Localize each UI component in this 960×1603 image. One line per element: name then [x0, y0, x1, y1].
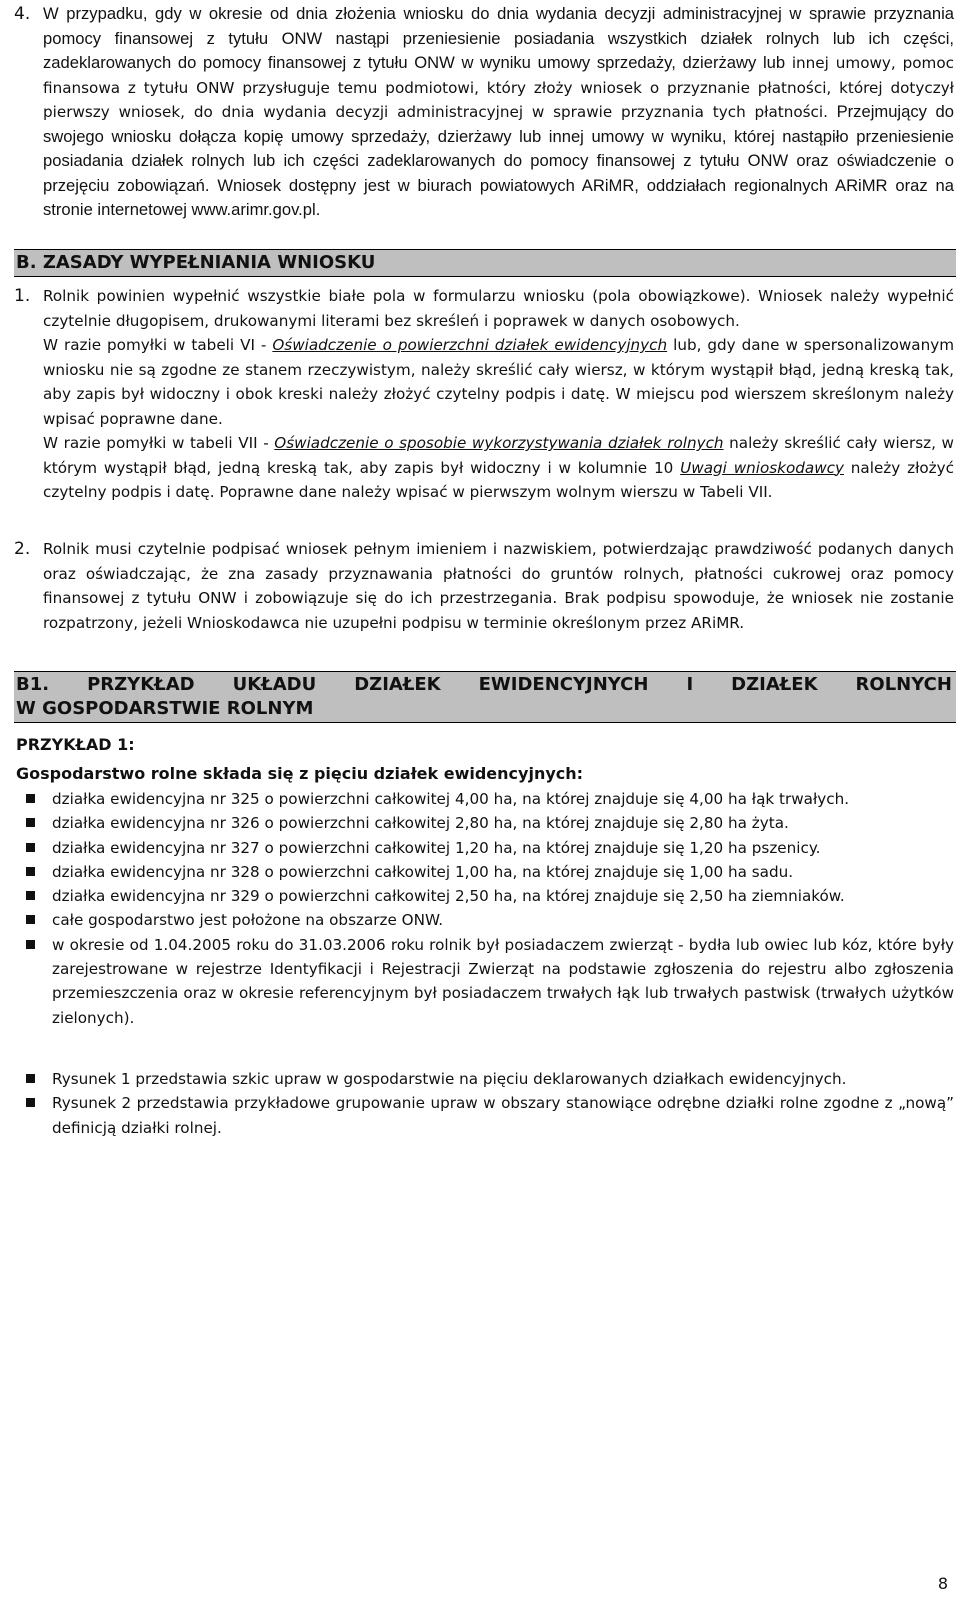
list-item-text: w okresie od 1.04.2005 roku do 31.03.2006 roku rolnik był posiadaczem zwierząt - bydła lub owiec lub kóz, które były zarejestrowane w rejestrze Identyfikacji i Rejestracji Zwierząt na podstawie zgłoszenia do rejestru albo zgłoszenia przemieszczenia oraz w okresie referencyjnym był posiadaczem trwałych łąk lub trwałych pastwisk (trwałych użytków zielonych). [52, 935, 954, 1027]
paragraph-item-1 [14, 284, 954, 505]
list-item-text: działka ewidencyjna nr 329 o powierzchni całkowitej 2,50 ha, na której znajduje się 2,50 ha ziemniaków. [52, 887, 845, 906]
section-b1-title-word: DZIAŁEK [354, 674, 441, 695]
item-4-end: . [315, 200, 321, 219]
square-bullet-icon [26, 891, 35, 900]
section-b1-title-word: PRZYKŁAD [87, 674, 195, 695]
list-item [14, 1091, 954, 1140]
item-4-text-c: Przejmujący do swojego wniosku dołącza kopię umowy sprzedaży, dzierżawy lub innej umowy w wyniku, której nastąpiło przeniesienie posiadania działek rolnych lub ich części zadeklarowanych do pomocy finansowej z tytułu ONW oraz oświadczenie o przejęciu zobowiązań. Wniosek dostępny jest w biurach powiatowych ARiMR, oddziałach regionalnych ARiMR oraz na stronie internetowej [43, 102, 955, 219]
figure-description-list [14, 1067, 954, 1140]
list-item [14, 836, 954, 860]
list-item [14, 908, 954, 932]
item-1-p3-rest: należy złożyć czytelny podpis i datę. Poprawne dane należy wpisać w pierwszym wolnym wierszu w Tabeli VII. [43, 458, 954, 501]
item-1-body [43, 284, 954, 505]
section-b1-title-line-2: W GOSPODARSTWIE ROLNYM [16, 698, 314, 719]
list-item [14, 884, 954, 908]
square-bullet-icon [26, 1098, 35, 1107]
list-item [14, 933, 954, 1030]
section-b1-title-word: DZIAŁEK [731, 674, 818, 695]
square-bullet-icon [26, 794, 35, 803]
item-2-text: Rolnik musi czytelnie podpisać wniosek pełnym imieniem i nazwiskiem, potwierdzając prawdziwość podanych danych oraz oświadczając, że zna zasady przyznawania płatności do gruntów rolnych, płatności cukrowej oraz pomocy finansowej z tytułu ONW i zobowiązuje się do ich przestrzegania. Brak podpisu spowoduje, że wniosek nie zostanie rozpatrzony, jeżeli Wnioskodawca nie uzupełni podpisu w terminie określonym przez ARiMR. [43, 540, 954, 632]
square-bullet-icon [26, 1074, 35, 1083]
square-bullet-icon [26, 843, 35, 852]
example-label: PRZYKŁAD 1: [16, 735, 135, 754]
list-item-text: działka ewidencyjna nr 328 o powierzchni całkowitej 1,00 ha, na której znajduje się 1,00 ha sadu. [52, 862, 794, 881]
item-1-p2-lead: W razie pomyłki w tabeli VI - [43, 336, 273, 354]
item-4-text-b: innej umowy, pomoc finansowa z tytułu ONW przysługuje temu podmiotowi, który złoży wniosek o przyznanie płatności, której dotyczył pierwszy wniosek, do dnia wydania decyzji administracyjnej w sprawie przyznania tych płatności. [43, 54, 954, 121]
list-item [14, 811, 954, 835]
list-item [14, 860, 954, 884]
item-number: 2. [14, 539, 31, 559]
section-b1-title-word: UKŁADU [232, 674, 317, 695]
table-vi-title: Oświadczenie o powierzchni działek ewidencyjnych [272, 336, 668, 354]
section-b1-header [14, 671, 956, 723]
list-item-text: działka ewidencyjna nr 325 o powierzchni całkowitej 4,00 ha, na której znajduje się 4,00 ha łąk trwałych. [52, 790, 850, 808]
page-number: 8 [937, 1574, 948, 1593]
list-item-text: całe gospodarstwo jest położone na obszarze ONW. [52, 911, 444, 930]
arimr-website-link[interactable]: www.arimr.gov.pl [191, 200, 316, 219]
section-b-title: B. ZASADY WYPEŁNIANIA WNIOSKU [16, 252, 376, 273]
section-b1-title-word: ROLNYCH [855, 674, 952, 695]
square-bullet-icon [26, 867, 35, 876]
paragraph-item-2 [14, 537, 954, 635]
item-number: 4. [14, 4, 31, 24]
item-1-paragraph-3 [43, 431, 954, 505]
list-item [14, 787, 954, 811]
list-item [14, 1067, 954, 1091]
section-b1-title-word: B1. [16, 674, 50, 695]
list-item-text: Rysunek 2 przedstawia przykładowe grupowanie upraw w obszary stanowiące odrębne działki rolne zgodne z „nową” definicją działki rolnej. [52, 1094, 954, 1137]
item-number: 1. [14, 286, 31, 306]
item-1-paragraph-1: Rolnik powinien wypełnić wszystkie białe pola w formularzu wniosku (pola obowiązkowe). Wniosek należy wypełnić czytelnie długopisem, drukowanymi literami bez skreśleń i poprawek w danych osobowych. [43, 287, 954, 330]
section-b1-title-line-1 [16, 673, 952, 697]
section-b-header [14, 249, 956, 277]
table-vii-title: Oświadczenie o sposobie wykorzystywania działek rolnych [274, 434, 724, 452]
square-bullet-icon [26, 818, 35, 827]
section-b1-title-word: I [686, 674, 694, 695]
list-item-text: Rysunek 1 przedstawia szkic upraw w gospodarstwie na pięciu deklarowanych działkach ewidencyjnych. [52, 1070, 847, 1088]
item-1-p3-mid: należy skreślić cały wiersz, w którym wystąpił błąd, jedną kreską tak, aby zapis był widoczny i w kolumnie 10 [43, 434, 954, 477]
item-1-p2-rest: lub, gdy dane w spersonalizowanym wniosku nie są zgodne ze stanem rzeczywistym, należy skreślić cały wiersz, w którym wystąpił błąd, jedną kreską tak, aby zapis był widoczny i obok kreski należy złożyć czytelny podpis i datę. W miejscu pod wierszem skreślonym należy wpisać poprawne dane. [43, 336, 954, 428]
farm-parcel-list [14, 787, 954, 1030]
item-1-paragraph-2 [43, 333, 954, 431]
item-4-text-a: W przypadku, gdy w okresie od dnia złożenia wniosku do dnia wydania decyzji administracyjnej w sprawie przyznania pomocy finansowej z tytułu ONW nastąpi przeniesienie posiadania wszystkich działek rolnych lub ich części, zadeklarowanych do pomocy finansowej z tytułu ONW w wyniku umowy sprzedaży, dzierżawy lub [43, 4, 954, 72]
list-item-text: działka ewidencyjna nr 327 o powierzchni całkowitej 1,20 ha, na której znajduje się 1,20 ha pszenicy. [52, 838, 821, 857]
section-b1-title-word: EWIDENCYJNYCH [478, 674, 649, 695]
item-4-body [43, 2, 954, 223]
item-1-p3-lead: W razie pomyłki w tabeli VII - [43, 434, 275, 452]
farm-heading: Gospodarstwo rolne składa się z pięciu działek ewidencyjnych: [16, 764, 584, 783]
paragraph-item-4 [14, 2, 954, 223]
square-bullet-icon [26, 940, 35, 949]
list-item-text: działka ewidencyjna nr 326 o powierzchni całkowitej 2,80 ha, na której znajduje się 2,80 ha żyta. [52, 814, 789, 833]
item-2-body [43, 537, 954, 635]
square-bullet-icon [26, 915, 35, 924]
column-10-title: Uwagi wnioskodawcy [680, 458, 844, 477]
